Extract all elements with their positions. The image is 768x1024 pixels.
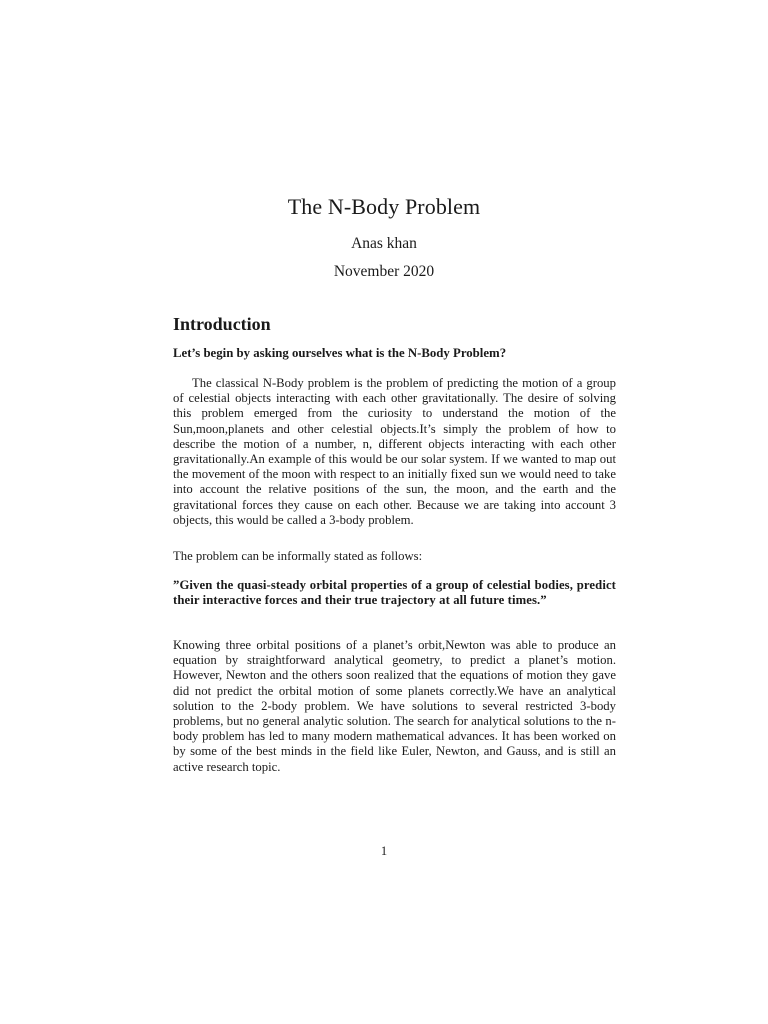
author-name: Anas khan: [351, 235, 417, 252]
problem-statement-quote: ”Given the quasi-steady orbital properties of a group of celestial bodies, predict their interactive forces and their true trajectory at all future times.”: [173, 578, 616, 608]
section-heading-introduction: Introduction: [173, 314, 271, 334]
paragraph-history: Knowing three orbital positions of a planet’s orbit,Newton was able to produce an equation by straightforward analytical geometry, to predict a planet’s motion. However, Newton and the others soon realized that the equations of motion they gave did not predict the orbital motion of some planets correctly.We have an analytical solution to the 2-body problem. We have solutions to several restricted 3-body problems, but no general analytic solution. The search for analytical solutions to the n-body problem has led to many modern mathematical advances. It has been worked on by some of the best minds in the field like Euler, Newton, and Gauss, and is still an active research topic.: [173, 638, 616, 774]
document-title: The N-Body Problem: [287, 194, 481, 219]
paragraph-nbody-definition: The classical N-Body problem is the problem of predicting the motion of a group of celestial objects interacting with each other gravitationally. The desire of solving this problem emerged from the curiosity to understand the motion of the Sun,moon,planets and other celestial objects.It’s simply the problem of how to describe the motion of a number, n, different objects interacting with each other gravitationally.An example of this would be our solar system. If we wanted to map out the movement of the moon with respect to an initially fixed sun we would need to take into account the relative positions of the sun, the moon, and the earth and the gravitational forces they cause on each other. Because we are taking into account 3 objects, this would be called a 3-body problem.: [173, 376, 616, 527]
introduction-question: Let’s begin by asking ourselves what is the N-Body Problem?: [173, 346, 507, 360]
page-number: 1: [380, 844, 388, 858]
paragraph-informal-statement: The problem can be informally stated as follows:: [173, 549, 423, 563]
document-date: November 2020: [333, 263, 435, 280]
